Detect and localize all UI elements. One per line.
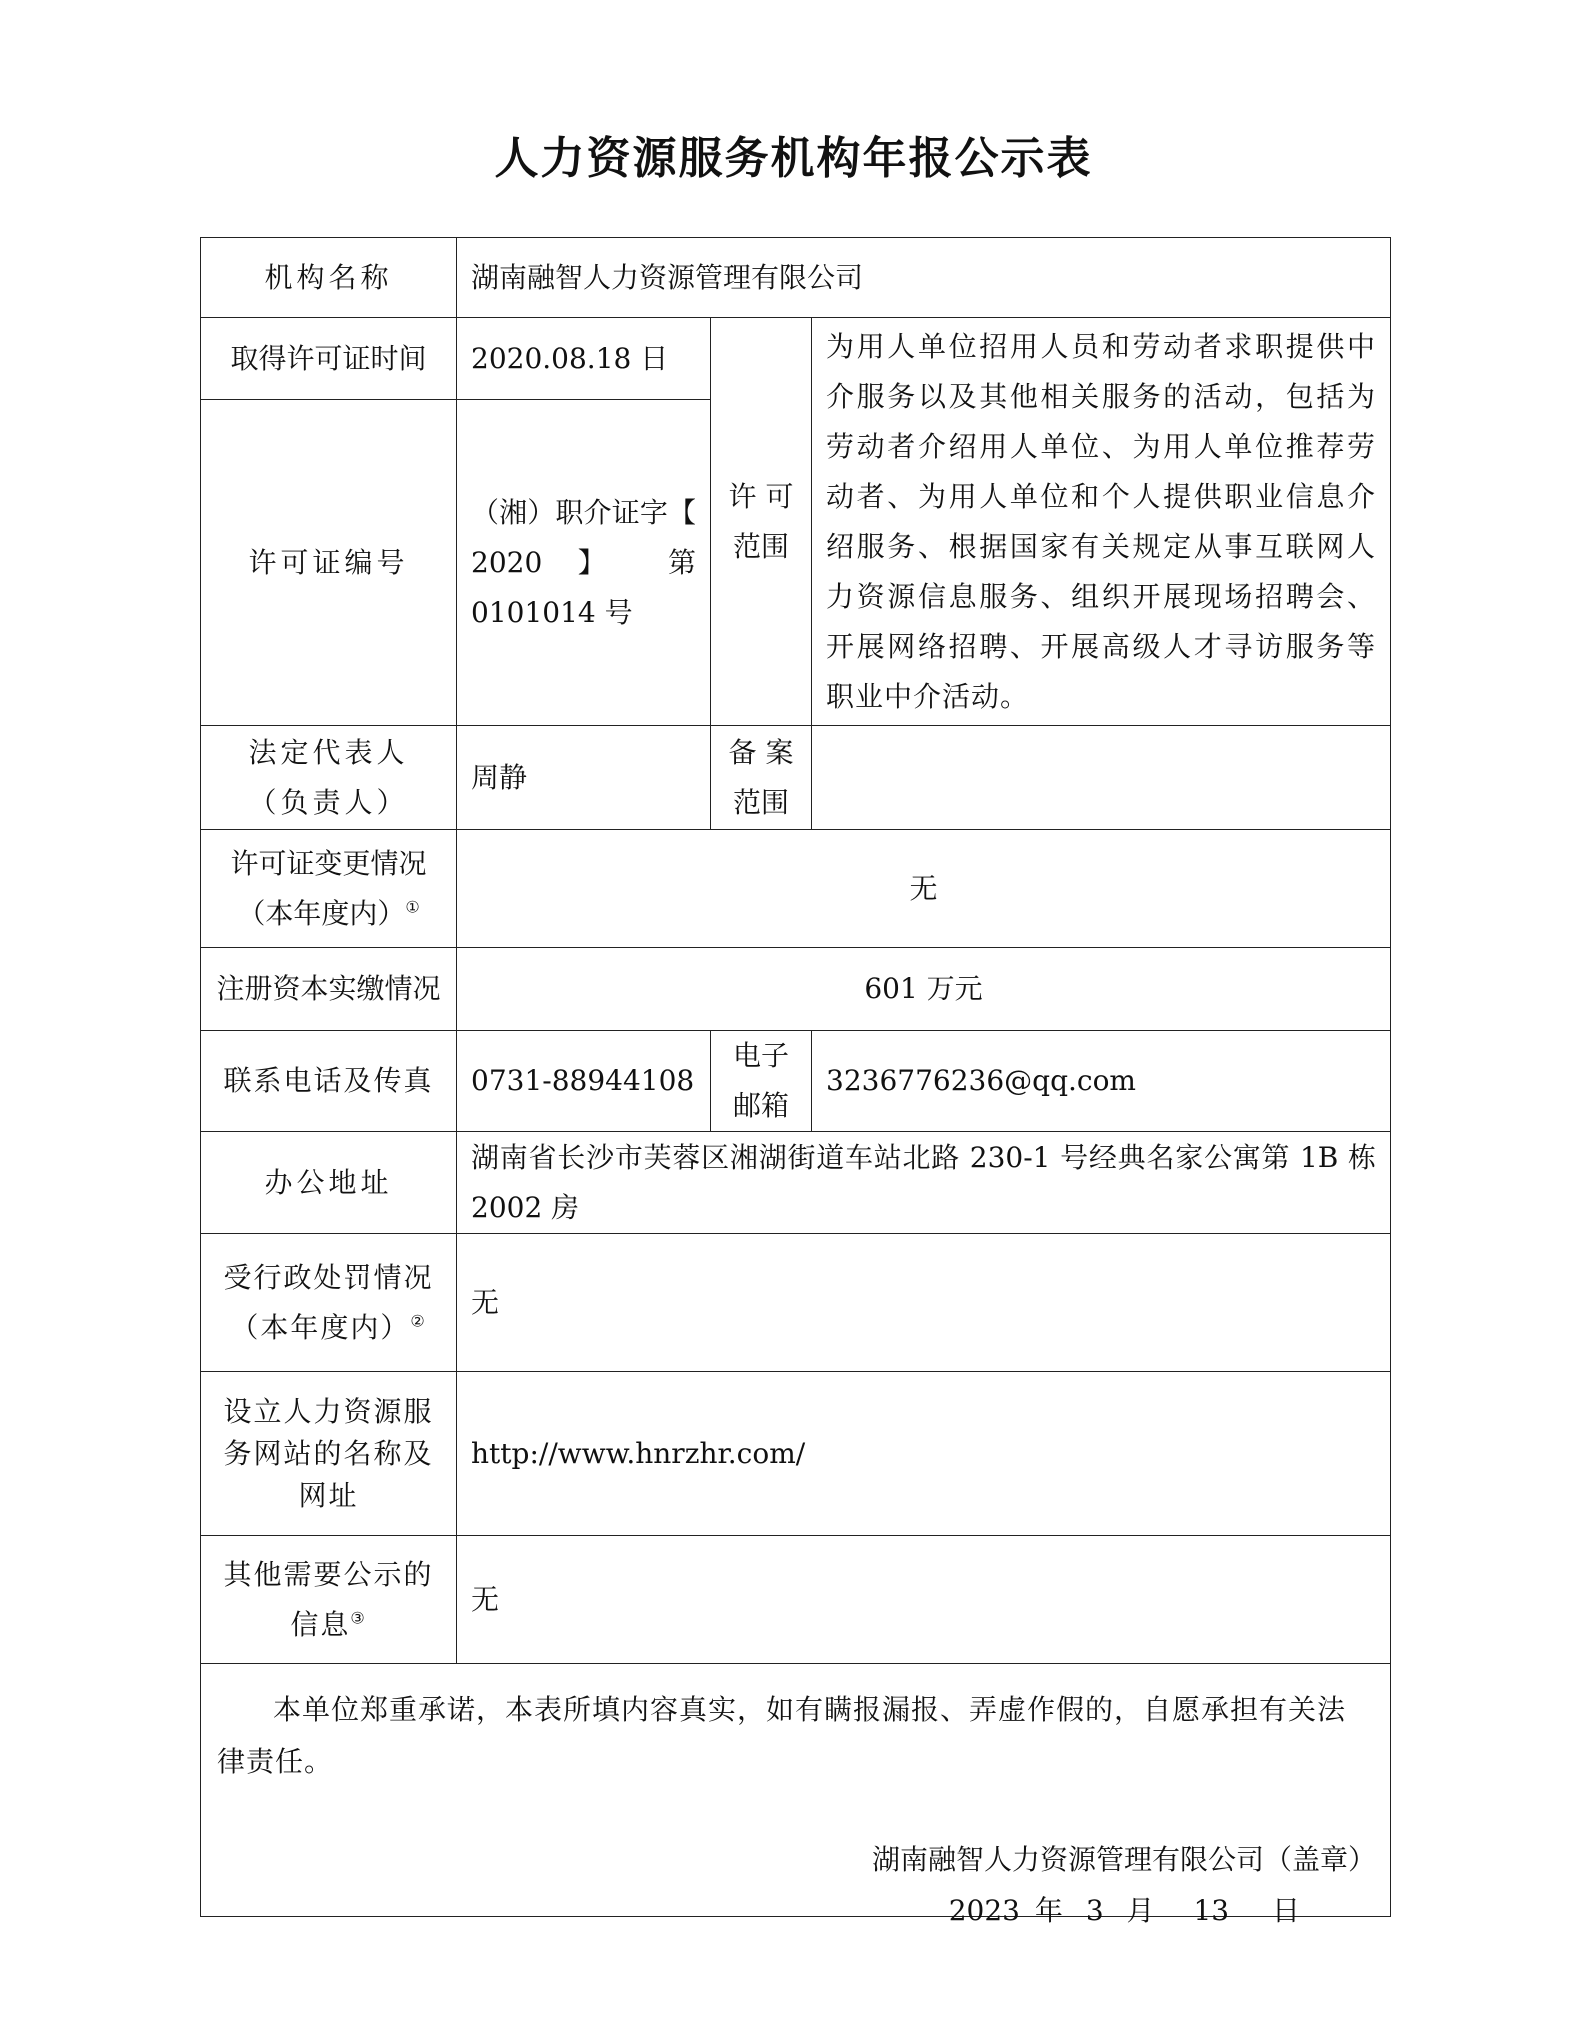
legal-rep-value: 周静 [457, 726, 711, 830]
license-time-value: 2020.08.18 日 [457, 318, 711, 400]
date-year: 2023 [948, 1894, 1020, 1927]
row-phone [201, 1031, 1391, 1132]
license-scope-label: 许 可 范围 [711, 318, 812, 726]
row-pledge [201, 1664, 1391, 1917]
email-value: 3236776236@qq.com [812, 1031, 1391, 1132]
penalty-value: 无 [457, 1234, 1391, 1372]
license-no-value: （湘）职介证字【 2020 】 第 0101014 号 [457, 400, 711, 726]
filing-scope-value [812, 726, 1391, 830]
email-label: 电子 邮箱 [711, 1031, 812, 1132]
page-title: 人力资源服务机构年报公示表 [494, 133, 1093, 184]
row-capital [201, 948, 1391, 1031]
license-change-label: 许可证变更情况（本年度内） [230, 846, 427, 930]
pledge-cell [201, 1664, 1391, 1927]
row-license-time [201, 318, 1391, 400]
pledge-date [949, 1886, 1300, 1936]
penalty-label: 受行政处罚情况（本年度内） [223, 1260, 434, 1344]
license-change-label-cell [201, 830, 457, 948]
penalty-note: ② [410, 1311, 427, 1331]
filing-scope-label: 备 案 范围 [711, 726, 812, 830]
address-value: 湖南省长沙市芙蓉区湘湖街道车站北路 230-1 号经典名家公寓第 1B 栋 2002 房 [457, 1132, 1391, 1234]
date-month: 3 [1085, 1894, 1104, 1927]
date-month-unit: 月 [1126, 1894, 1155, 1927]
pledge-text: 本单位郑重承诺，本表所填内容真实，如有瞒报漏报、弄虚作假的，自愿承担有关法律责任。 [217, 1693, 1347, 1778]
legal-rep-label: 法定代表人（负责人） [201, 726, 457, 830]
other-value: 无 [457, 1536, 1391, 1664]
phone-value: 0731-88944108 [457, 1031, 711, 1132]
capital-label: 注册资本实缴情况 [201, 948, 457, 1031]
address-label: 办公地址 [201, 1132, 457, 1234]
row-address [201, 1132, 1391, 1234]
date-day-unit: 日 [1272, 1894, 1301, 1927]
license-change-note: ① [405, 897, 420, 917]
other-label: 其他需要公示的信息 [223, 1557, 434, 1641]
website-value: http://www.hnrzhr.com/ [457, 1372, 1391, 1536]
other-note: ③ [350, 1608, 367, 1628]
license-time-label: 取得许可证时间 [201, 318, 457, 400]
license-change-value: 无 [457, 830, 1391, 948]
org-name-value: 湖南融智人力资源管理有限公司 [457, 238, 1391, 318]
phone-label: 联系电话及传真 [201, 1031, 457, 1132]
capital-value: 601 万元 [457, 948, 1391, 1031]
other-label-cell [201, 1536, 457, 1664]
date-year-unit: 年 [1034, 1894, 1063, 1927]
row-license-change [201, 830, 1391, 948]
date-day: 13 [1193, 1894, 1230, 1927]
row-website [201, 1372, 1391, 1536]
license-scope-value: 为用人单位招用人员和劳动者求职提供中介服务以及其他相关服务的活动，包括为劳动者介绍用人单位、为用人单位推荐劳动者、为用人单位和个人提供职业信息介绍服务、根据国家有关规定从事互联网人力资源信息服务、组织开展现场招聘会、开展网络招聘、开展高级人才寻访服务等职业中介活动。 [812, 318, 1391, 726]
row-org-name [201, 238, 1391, 318]
pledge-signature: 湖南融智人力资源管理有限公司（盖章） [872, 1843, 1377, 1876]
penalty-label-cell [201, 1234, 457, 1372]
row-penalty [201, 1234, 1391, 1372]
website-label: 设立人力资源服务网站的名称及网址 [201, 1372, 457, 1536]
row-other [201, 1536, 1391, 1664]
report-table [200, 237, 1391, 1927]
row-legal-rep [201, 726, 1391, 830]
license-no-label: 许可证编号 [201, 400, 457, 726]
org-name-label: 机构名称 [201, 238, 457, 318]
